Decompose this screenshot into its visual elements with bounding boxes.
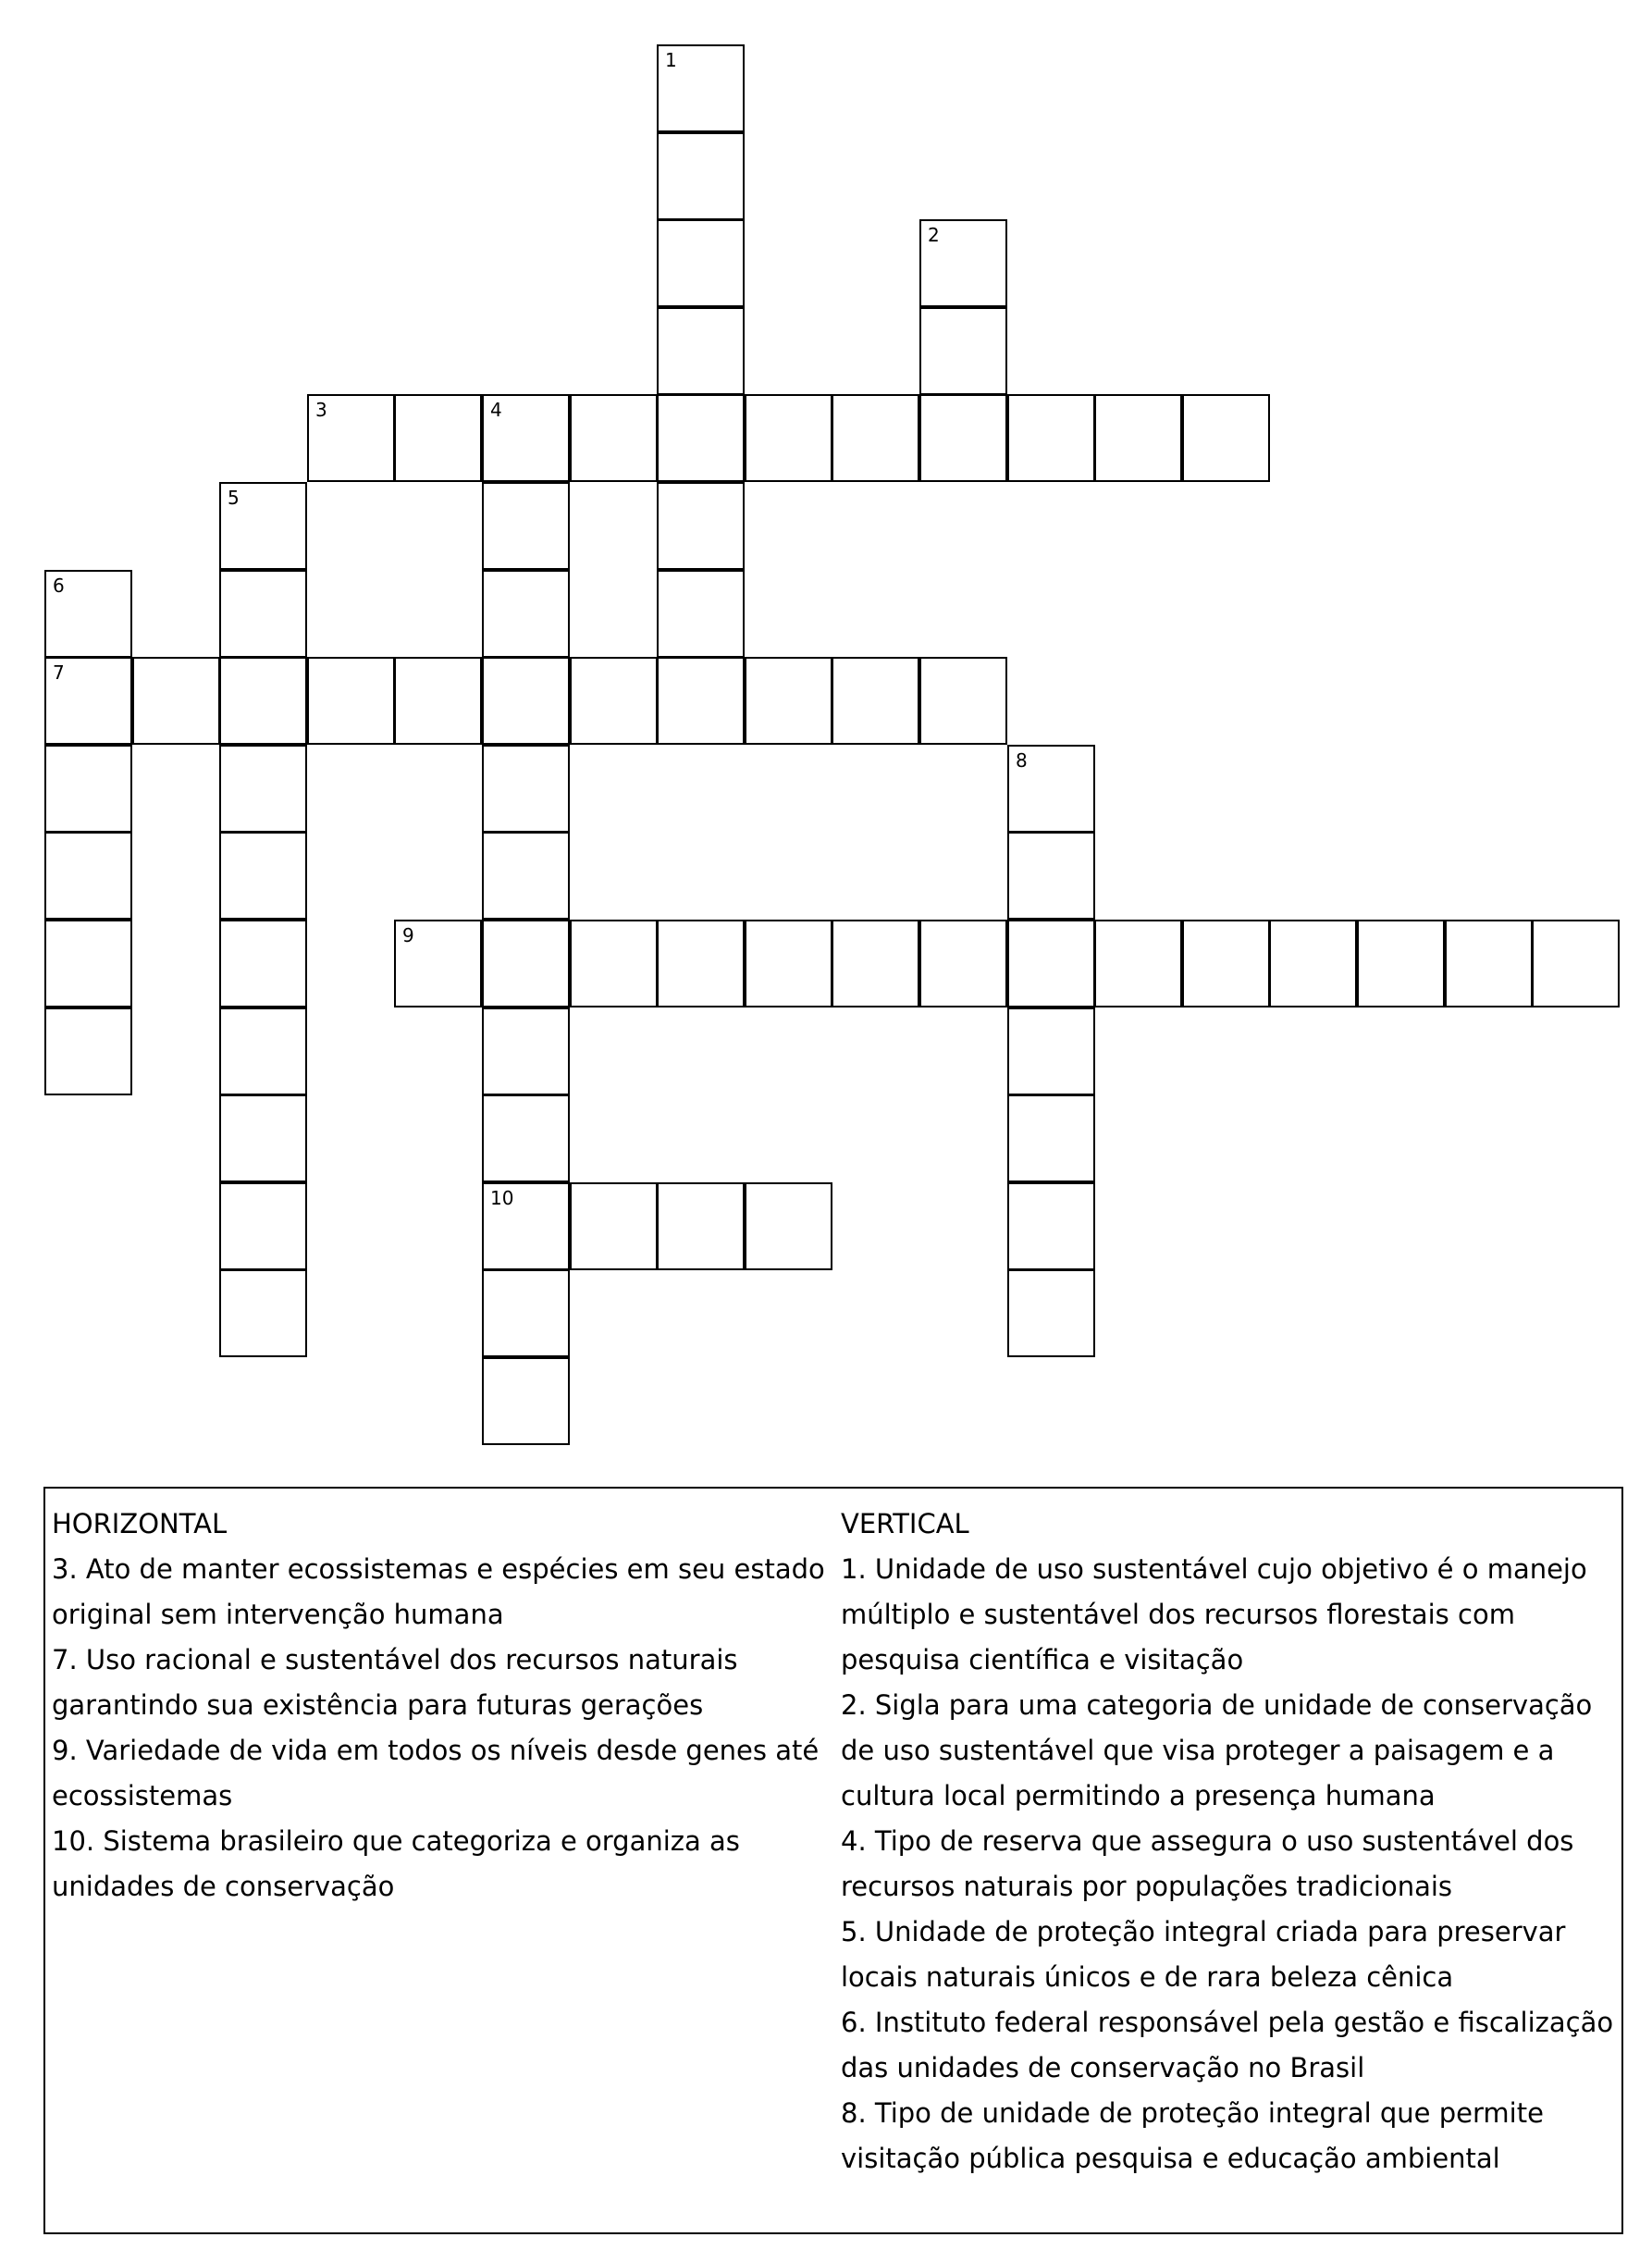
grid-cell[interactable]	[219, 657, 307, 745]
grid-cell[interactable]	[219, 1007, 307, 1095]
grid-cell[interactable]	[132, 657, 220, 745]
grid-cell[interactable]	[1357, 920, 1445, 1007]
grid-cell[interactable]	[1007, 832, 1095, 920]
grid-cell[interactable]	[570, 1182, 658, 1270]
grid-cell[interactable]	[1445, 920, 1533, 1007]
grid-cell[interactable]	[482, 832, 570, 920]
grid-cell[interactable]	[394, 394, 482, 482]
grid-cell[interactable]	[482, 1182, 570, 1270]
clue-vertical-5: 5. Unidade de proteção integral criada para preservar locais naturais únicos e de rara beleza cênica	[841, 1916, 1566, 1993]
clues-box	[43, 1487, 1623, 2234]
grid-cell[interactable]	[919, 394, 1007, 482]
clue-number: 4	[490, 399, 502, 421]
grid-cell[interactable]	[919, 307, 1007, 395]
grid-cell[interactable]	[482, 920, 570, 1007]
grid-cell[interactable]	[919, 657, 1007, 745]
clue-vertical-2: 2. Sigla para uma categoria de unidade de conservação de uso sustentável que visa proteger a paisagem e a cultura local permitindo a presença humana	[841, 1689, 1593, 1811]
grid-cell[interactable]	[44, 832, 132, 920]
grid-cell[interactable]	[44, 920, 132, 1007]
vertical-heading: VERTICAL	[841, 1508, 969, 1539]
grid-cell[interactable]	[1007, 920, 1095, 1007]
grid-cell[interactable]	[657, 920, 745, 1007]
clue-number: 5	[228, 487, 240, 509]
grid-cell[interactable]	[745, 920, 832, 1007]
clue-number: 1	[665, 49, 677, 71]
grid-cell[interactable]	[570, 657, 658, 745]
grid-cell[interactable]	[307, 657, 395, 745]
grid-cell[interactable]	[307, 394, 395, 482]
grid-cell[interactable]	[1182, 394, 1270, 482]
grid-cell[interactable]	[1007, 1007, 1095, 1095]
grid-cell[interactable]	[745, 1182, 832, 1270]
grid-cell[interactable]	[44, 570, 132, 658]
grid-cell[interactable]	[745, 657, 832, 745]
grid-cell[interactable]	[44, 657, 132, 745]
clue-horizontal-7: 7. Uso racional e sustentável dos recursos naturais garantindo sua existência para futuras gerações	[52, 1644, 738, 1721]
grid-cell[interactable]	[482, 745, 570, 833]
grid-cell[interactable]	[1007, 1182, 1095, 1270]
grid-cell[interactable]	[482, 1357, 570, 1445]
clue-vertical-6: 6. Instituto federal responsável pela gestão e fiscalização das unidades de conservação no Brasil	[841, 2007, 1614, 2083]
grid-cell[interactable]	[1269, 920, 1357, 1007]
grid-cell[interactable]	[1182, 920, 1270, 1007]
grid-cell[interactable]	[657, 132, 745, 220]
grid-cell[interactable]	[219, 482, 307, 570]
grid-cell[interactable]	[1007, 1094, 1095, 1182]
grid-cell[interactable]	[482, 570, 570, 658]
grid-cell[interactable]	[394, 920, 482, 1007]
grid-cell[interactable]	[219, 1094, 307, 1182]
grid-cell[interactable]	[657, 394, 745, 482]
grid-cell[interactable]	[832, 657, 919, 745]
grid-cell[interactable]	[657, 570, 745, 658]
clue-number: 7	[53, 661, 65, 684]
grid-cell[interactable]	[482, 1007, 570, 1095]
clue-number: 10	[490, 1187, 514, 1209]
vertical-clues	[841, 1502, 1622, 2182]
grid-cell[interactable]	[219, 745, 307, 833]
clue-number: 9	[402, 924, 414, 946]
grid-cell[interactable]	[394, 657, 482, 745]
grid-cell[interactable]	[219, 832, 307, 920]
clue-number: 6	[53, 575, 65, 597]
grid-cell[interactable]	[44, 1007, 132, 1095]
grid-cell[interactable]	[1007, 1269, 1095, 1357]
grid-cell[interactable]	[482, 657, 570, 745]
clue-horizontal-10: 10. Sistema brasileiro que categoriza e organiza as unidades de conservação	[52, 1825, 740, 1902]
horizontal-clues	[52, 1502, 829, 1910]
clue-number: 3	[315, 399, 327, 421]
grid-cell[interactable]	[657, 307, 745, 395]
clue-vertical-8: 8. Tipo de unidade de proteção integral que permite visitação pública pesquisa e educação ambiental	[841, 2097, 1544, 2174]
horizontal-heading: HORIZONTAL	[52, 1508, 228, 1539]
grid-cell[interactable]	[919, 219, 1007, 307]
grid-cell[interactable]	[219, 1182, 307, 1270]
grid-cell[interactable]	[219, 920, 307, 1007]
grid-cell[interactable]	[832, 394, 919, 482]
grid-cell[interactable]	[1007, 745, 1095, 833]
grid-cell[interactable]	[745, 394, 832, 482]
grid-cell[interactable]	[832, 920, 919, 1007]
clue-horizontal-9: 9. Variedade de vida em todos os níveis desde genes até ecossistemas	[52, 1735, 820, 1811]
grid-cell[interactable]	[570, 920, 658, 1007]
grid-cell[interactable]	[482, 482, 570, 570]
grid-cell[interactable]	[1094, 394, 1182, 482]
clue-number: 8	[1016, 749, 1028, 772]
grid-cell[interactable]	[657, 482, 745, 570]
grid-cell[interactable]	[219, 570, 307, 658]
grid-cell[interactable]	[570, 394, 658, 482]
grid-cell[interactable]	[1532, 920, 1620, 1007]
grid-cell[interactable]	[482, 1094, 570, 1182]
grid-cell[interactable]	[482, 1269, 570, 1357]
clue-number: 2	[928, 224, 940, 246]
grid-cell[interactable]	[657, 657, 745, 745]
grid-cell[interactable]	[919, 920, 1007, 1007]
grid-cell[interactable]	[657, 219, 745, 307]
clue-horizontal-3: 3. Ato de manter ecossistemas e espécies em seu estado original sem intervenção humana	[52, 1553, 825, 1630]
grid-cell[interactable]	[44, 745, 132, 833]
clue-vertical-4: 4. Tipo de reserva que assegura o uso sustentável dos recursos naturais por populações tradicionais	[841, 1825, 1574, 1902]
grid-cell[interactable]	[482, 394, 570, 482]
grid-cell[interactable]	[657, 1182, 745, 1270]
grid-cell[interactable]	[657, 44, 745, 132]
grid-cell[interactable]	[1007, 394, 1095, 482]
clue-vertical-1: 1. Unidade de uso sustentável cujo objetivo é o manejo múltiplo e sustentável dos recursos florestais com pesquisa científica e visitação	[841, 1553, 1587, 1675]
grid-cell[interactable]	[219, 1269, 307, 1357]
grid-cell[interactable]	[1094, 920, 1182, 1007]
